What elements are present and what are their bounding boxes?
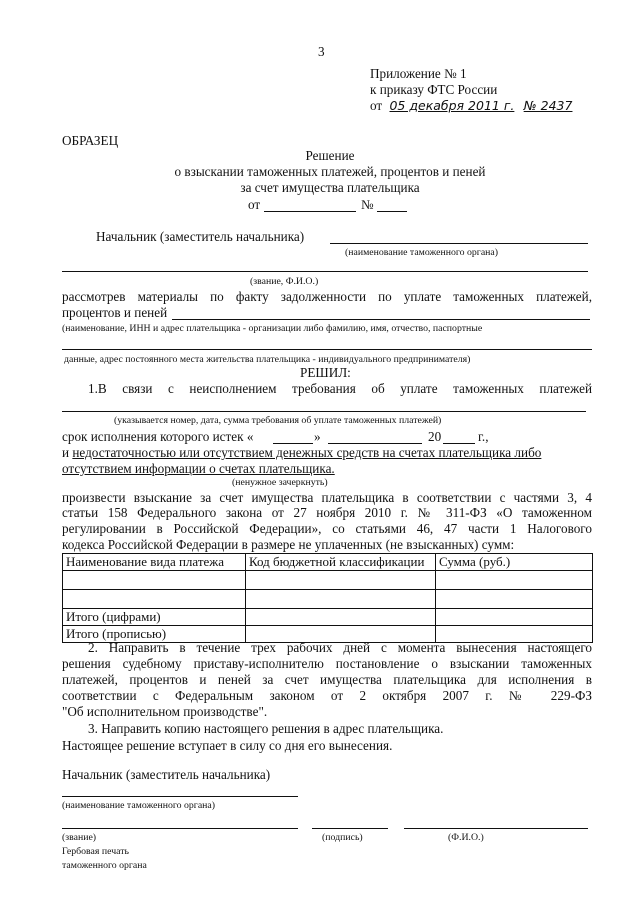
signature-customs-caption: (наименование таможенного органа) — [62, 800, 216, 811]
insufficiency-and: и — [62, 445, 73, 460]
item-2-line-5: "Об исполнительном производстве". — [62, 704, 268, 719]
item-2-line-3: платежей, процентов и пеней за счет имущества плательщика для исполнения в — [62, 672, 592, 687]
decision-number-line — [377, 211, 407, 212]
insufficiency-line-2: отсутствием информации о счетах плательщика. — [62, 461, 335, 476]
insufficiency-visible-1: недостаточностью или отсутствием денежных средств на счетах плательщика либо — [72, 445, 542, 460]
signature-sign-line — [312, 828, 388, 829]
appendix-line-2: к приказу ФТС России — [370, 82, 498, 97]
collect-line-2: статьи 158 Федерального закона от 27 ноября 2010 г. № 311-ФЗ «О таможенном — [62, 505, 592, 520]
caption-strike: (ненужное зачеркнуть) — [232, 477, 328, 488]
chief-customs-line — [330, 243, 588, 244]
considered-text-2: процентов и пеней — [62, 305, 168, 320]
signature-customs-line — [62, 796, 298, 797]
deadline-year-line — [443, 443, 475, 444]
rank-name-line — [62, 271, 588, 272]
requirement-line — [62, 411, 586, 412]
payer-line-2 — [62, 349, 592, 350]
seal-caption-1: Гербовая печать — [62, 846, 129, 857]
caption-customs-authority: (наименование таможенного органа) — [345, 247, 499, 258]
header-amount: Сумма (руб.) — [436, 554, 593, 571]
item-2-line-1: 2. Направить в течение трех рабочих дней с момента вынесения настоящего — [88, 640, 592, 655]
item-1-text: 1.В связи с неисполнением требования об уплате таможенных платежей — [88, 381, 592, 396]
total-digits-label: Итого (цифрами) — [63, 609, 246, 626]
appendix-date: 05 декабря 2011 г. — [389, 98, 515, 113]
considered-text-1: рассмотрев материалы по факту задолженности по уплате таможенных платежей, — [62, 289, 592, 304]
deadline-suffix: г., — [478, 429, 489, 444]
item-2-line-4: соответствии с Федеральным законом от 2 октября 2007 г. № 229-ФЗ — [62, 688, 592, 703]
header-budget-code: Код бюджетной классификации — [246, 554, 436, 571]
appendix-line-1: Приложение № 1 — [370, 66, 467, 81]
table-row — [63, 571, 593, 590]
decision-subtitle-2: за счет имущества плательщика — [240, 180, 420, 195]
caption-payer-2: данные, адрес постоянного места жительства плательщика - индивидуального предпринимателя) — [64, 354, 471, 365]
insufficiency-line-1 — [62, 445, 541, 461]
caption-requirement: (указывается номер, дата, сумма требования об уплате таможенных платежей) — [114, 415, 442, 426]
caption-rank-name: (звание, Ф.И.О.) — [250, 276, 319, 287]
decision-subtitle-1: о взыскании таможенных платежей, процентов и пеней — [174, 164, 486, 179]
signature-fio-line — [404, 828, 588, 829]
deadline-year-prefix: 20 — [428, 429, 442, 444]
signature-rank-line — [62, 828, 298, 829]
appendix-number: № 2437 — [523, 98, 573, 113]
deadline-month-line — [328, 443, 422, 444]
deadline-day-line — [273, 443, 313, 444]
payer-line-1 — [172, 319, 590, 320]
signature-sign-caption: (подпись) — [322, 832, 363, 843]
table-row — [63, 590, 593, 609]
signature-fio-caption: (Ф.И.О.) — [448, 832, 484, 843]
seal-caption-2: таможенного органа — [62, 860, 147, 871]
collect-line-4: кодекса Российской Федерации в размере не уплаченных (не взысканных) сумм: — [62, 537, 515, 552]
appendix-date-prefix: от — [370, 98, 383, 113]
chief-label: Начальник (заместитель начальника) — [96, 229, 305, 244]
item-3: 3. Направить копию настоящего решения в адрес плательщика. — [88, 721, 444, 736]
collect-line-1: произвести взыскание за счет имущества плательщика в соответствии с частями 3, 4 — [62, 490, 592, 505]
table-header-row — [63, 554, 593, 571]
deadline-prefix: срок исполнения которого истек « — [62, 429, 254, 444]
decision-number-label: № — [361, 197, 374, 212]
payments-table — [62, 553, 593, 643]
decided-heading: РЕШИЛ: — [300, 365, 351, 380]
decision-date-prefix: от — [248, 197, 261, 212]
decision-date-line — [264, 211, 356, 212]
total-words-label: Итого (прописью) — [63, 626, 246, 643]
decision-title: Решение — [305, 148, 355, 163]
header-payment-type: Наименование вида платежа — [63, 554, 246, 571]
effective-statement: Настоящее решение вступает в силу со дня его вынесения. — [62, 738, 393, 753]
item-2-line-2: решения судебному приставу-исполнителю постановление о взыскании таможенных — [62, 656, 592, 671]
sample-label: ОБРАЗЕЦ — [62, 133, 119, 148]
page-number: 3 — [318, 44, 325, 59]
collect-line-3: регулировании в Российской Федерации», со статьями 46, 47 части 1 Налогового — [62, 521, 592, 536]
deadline-day-close: » — [314, 429, 321, 444]
table-row-total-digits — [63, 609, 593, 626]
appendix-line-3 — [370, 98, 572, 114]
signature-chief: Начальник (заместитель начальника) — [62, 767, 271, 782]
signature-rank-caption: (звание) — [62, 832, 97, 843]
caption-payer-1: (наименование, ИНН и адрес плательщика - организации либо фамилию, имя, отчество, паспортные — [62, 323, 483, 334]
